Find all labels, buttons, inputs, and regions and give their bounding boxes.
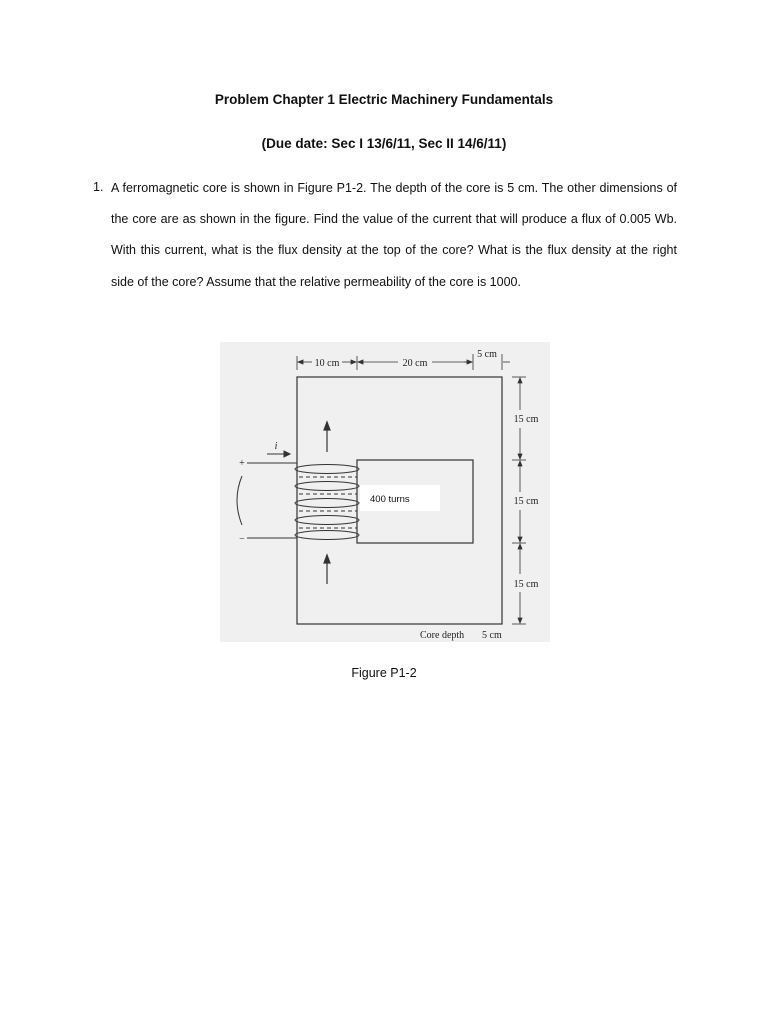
question-number: 1. bbox=[93, 180, 104, 194]
figure-p1-2 bbox=[220, 342, 550, 642]
turns-label: 400 turns bbox=[370, 494, 410, 505]
current-label: i bbox=[274, 441, 278, 452]
dim-top-right: 5 cm bbox=[477, 349, 497, 360]
dim-top-left: 10 cm bbox=[314, 358, 340, 369]
depth-label: Core depth bbox=[420, 630, 465, 641]
coil-windings bbox=[295, 465, 359, 540]
figure-caption: Figure P1-2 bbox=[351, 666, 417, 680]
due-date: (Due date: Sec I 13/6/11, Sec II 14/6/11) bbox=[261, 136, 507, 151]
flux-arrow-icon bbox=[324, 422, 330, 584]
depth-value: 5 cm bbox=[482, 630, 502, 641]
dim-right-middle: 15 cm bbox=[513, 496, 539, 507]
current-arrow-icon bbox=[267, 451, 290, 457]
dim-right-top: 15 cm bbox=[513, 414, 539, 425]
coil-leads bbox=[237, 463, 297, 538]
page-title: Problem Chapter 1 Electric Machinery Fundamentals bbox=[214, 92, 554, 107]
question-text: A ferromagnetic core is shown in Figure P1-2. The depth of the core is 5 cm. The other dimensions of the core are as shown in the figure. Find the value of the current that will produce a flux of 0.005 Wb. With this current, what is the flux density at the top of the core? What is the flux density at the right side of the core? Assume that the relative permeability of the core is 1000. bbox=[111, 181, 677, 289]
dim-right-bottom: 15 cm bbox=[513, 579, 539, 590]
dim-top-middle: 20 cm bbox=[402, 358, 428, 369]
plus-terminal: + bbox=[239, 458, 245, 469]
minus-terminal: − bbox=[239, 534, 245, 545]
